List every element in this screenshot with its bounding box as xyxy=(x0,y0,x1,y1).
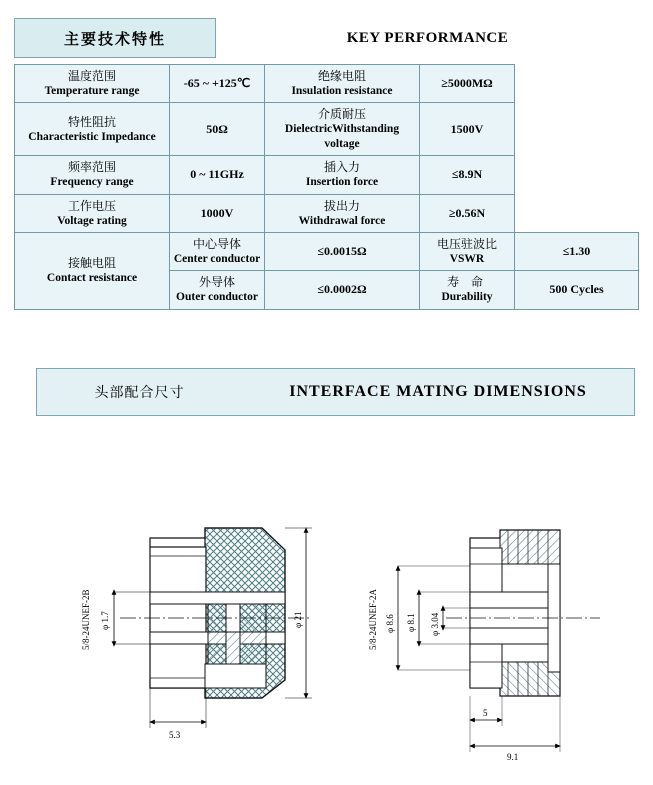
right-dim-phi-8-1: φ 8.1 xyxy=(406,613,416,632)
cell-left-value: 0 ~ 11GHz xyxy=(170,156,265,194)
cell-sub-label xyxy=(170,271,265,309)
label-en: Contact resistance xyxy=(46,272,138,285)
cell-right-label xyxy=(265,156,420,194)
right-thread-label: 5/8-24UNEF-2A xyxy=(368,589,378,650)
cell-left-value: ≤0.0015Ω xyxy=(265,232,420,270)
key-performance-title-en: KEY PERFORMANCE xyxy=(346,29,509,46)
key-performance-title-cn: 主要技术特性 xyxy=(14,18,216,58)
cell-left-label xyxy=(15,65,170,103)
cell-right-value: ≤8.9N xyxy=(420,156,515,194)
label-en: Voltage rating xyxy=(57,214,127,227)
label-en: Insertion force xyxy=(305,176,379,189)
label-en: Characteristic Impedance xyxy=(28,130,156,143)
cell-left-value: 1000V xyxy=(170,194,265,232)
cell-left-value: -65 ~ +125℃ xyxy=(170,65,265,103)
table-row xyxy=(15,194,639,232)
interface-mating-header xyxy=(36,368,635,416)
cell-sub-label xyxy=(170,232,265,270)
cell-right-value: ≥0.56N xyxy=(420,194,515,232)
label-en: Insulation resistance xyxy=(291,85,393,97)
right-connector-drawing xyxy=(368,530,600,762)
cell-right-value: ≥5000MΩ xyxy=(420,65,515,103)
key-performance-section xyxy=(14,18,639,310)
interface-mating-title-cn: 头部配合尺寸 xyxy=(94,385,185,401)
label-en: Temperature range xyxy=(44,85,140,97)
interface-mating-title-en: INTERFACE MATING DIMENSIONS xyxy=(289,383,587,400)
cell-right-value: 500 Cycles xyxy=(515,271,639,309)
label-cn: 拔出力 xyxy=(323,198,360,213)
label-cn: 工作电压 xyxy=(67,198,116,213)
label-cn: 电压驻波比 xyxy=(436,236,497,251)
cell-contact-resistance-group xyxy=(15,232,170,309)
label-en: Center conductor xyxy=(173,252,261,265)
label-cn: 接触电阻 xyxy=(67,256,116,271)
label-cn: 绝缘电阻 xyxy=(317,69,366,83)
cell-left-value: ≤0.0002Ω xyxy=(265,271,420,309)
cell-left-label xyxy=(15,103,170,156)
label-cn: 介质耐压 xyxy=(317,107,366,122)
label-cn: 温度范围 xyxy=(67,69,116,83)
left-dim-phi-1-7: φ 1.7 xyxy=(100,611,110,630)
cell-right-value: ≤1.30 xyxy=(515,232,639,270)
label-cn: 特性阻抗 xyxy=(67,114,116,129)
cell-left-value: 50Ω xyxy=(170,103,265,156)
drawings-svg xyxy=(0,520,653,780)
technical-drawings xyxy=(0,520,653,780)
label-en: Outer conductor xyxy=(176,291,258,304)
label-cn: 频率范围 xyxy=(67,160,116,175)
label-en: Frequency range xyxy=(50,176,134,189)
label-cn: 寿 命 xyxy=(447,275,487,290)
left-dim-5-3: 5.3 xyxy=(169,730,181,740)
label-cn: 外导体 xyxy=(198,275,235,290)
cell-right-value: 1500V xyxy=(420,103,515,156)
table-row xyxy=(15,232,639,270)
cell-left-label xyxy=(15,156,170,194)
table-row xyxy=(15,103,639,156)
table-row xyxy=(15,65,639,103)
label-cn: 中心导体 xyxy=(192,236,241,251)
cell-right-label xyxy=(265,65,420,103)
label-en: VSWR xyxy=(449,252,485,265)
label-en: DielectricWithstanding voltage xyxy=(284,123,400,150)
right-dim-phi-3-04: φ 3.04 xyxy=(430,612,440,636)
key-performance-header xyxy=(14,18,639,58)
cell-right-label xyxy=(420,271,515,309)
left-dim-phi-21: φ 21 xyxy=(293,611,303,628)
left-thread-label: 5/8-24UNEF-2B xyxy=(81,589,91,650)
cell-right-label xyxy=(265,103,420,156)
cell-right-label xyxy=(265,194,420,232)
key-performance-table xyxy=(14,64,639,310)
label-en: Withdrawal force xyxy=(298,214,386,227)
cell-left-label xyxy=(15,194,170,232)
table-row xyxy=(15,156,639,194)
right-dim-phi-8-6: φ 8.6 xyxy=(385,614,395,633)
right-dim-9-1: 9.1 xyxy=(507,752,519,762)
cell-right-label xyxy=(420,232,515,270)
left-connector-drawing xyxy=(81,528,312,740)
label-cn: 插入力 xyxy=(323,160,360,175)
label-en: Durability xyxy=(441,291,493,304)
right-dim-5: 5 xyxy=(483,708,488,718)
